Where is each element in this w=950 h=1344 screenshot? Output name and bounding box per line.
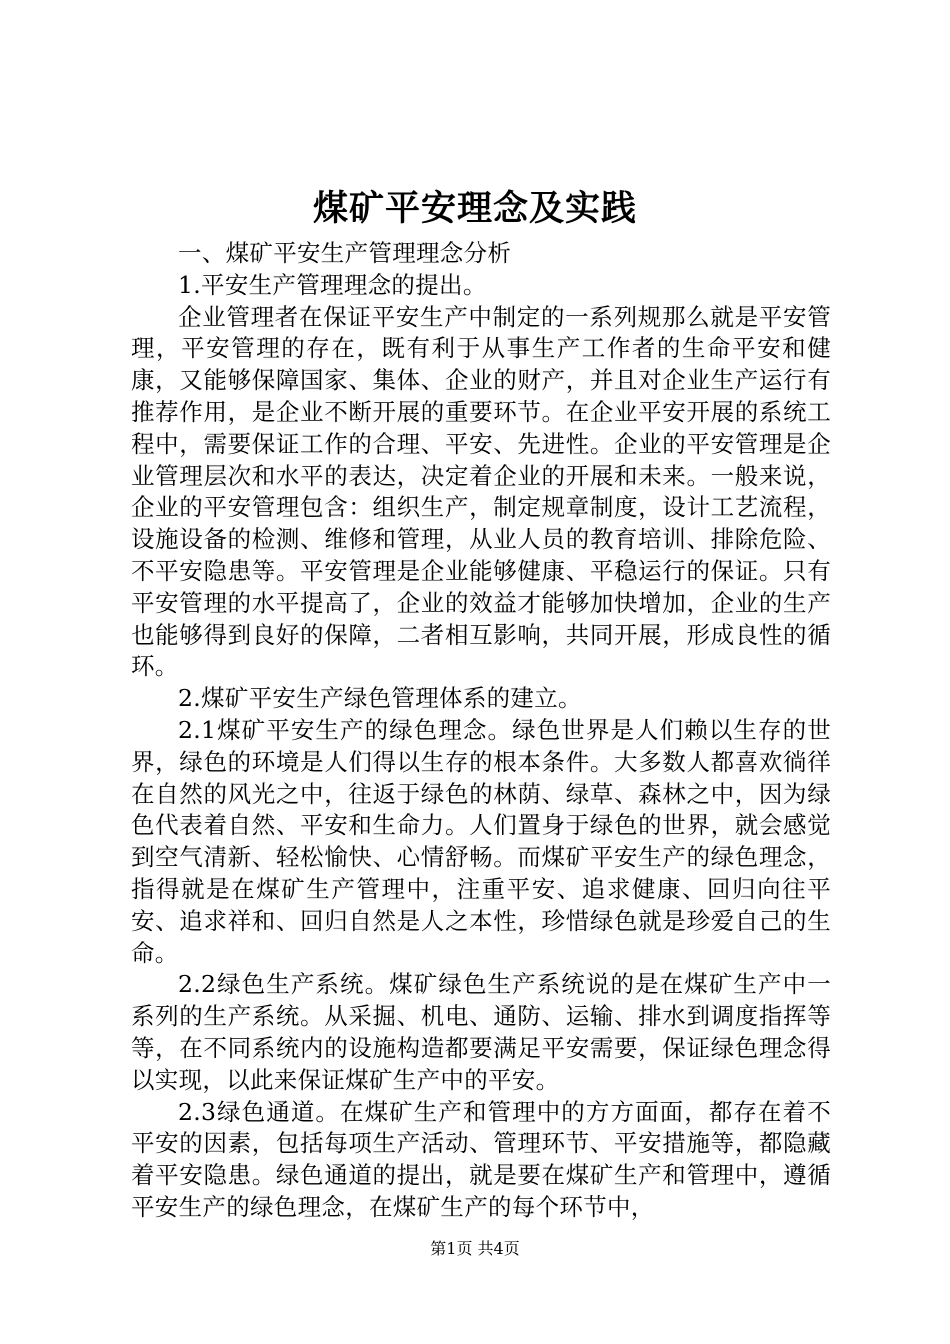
page-footer: 第1页 共4页 <box>430 1239 520 1258</box>
body-paragraph: 2.1煤矿平安生产的绿色理念。绿色世界是人们赖以生存的世界，绿色的环境是人们得以生存的根本条件。大多数人都喜欢徜徉在自然的风光之中，往返于绿色的林荫、绿草、森林之中，因为绿色代表着自然、平安和生命力。人们置身于绿色的世界，就会感觉到空气清新、轻松愉快、心情舒畅。而煤矿平安生产的绿色理念，指得就是在煤矿生产管理中，注重平安、追求健康、回归向往平安、追求祥和、回归自然是人之本性，珍惜绿色就是珍爱自己的生命。 <box>131 715 831 967</box>
section-heading: 一、煤矿平安生产管理理念分析 <box>178 239 512 267</box>
document-title: 煤矿平安理念及实践 <box>312 188 637 229</box>
body-paragraph: 企业管理者在保证平安生产中制定的一系列规那么就是平安管理，平安管理的存在，既有利于从事生产工作者的生命平安和健康，又能够保障国家、集体、企业的财产，并且对企业生产运行有推荐作用，是企业不断开展的重要环节。在企业平安开展的系统工程中，需要保证工作的合理、平安、先进性。企业的平安管理是企业管理层次和水平的表达，决定着企业的开展和未来。一般来说，企业的平安管理包含：组织生产，制定规章制度，设计工艺流程，设施设备的检测、维修和管理，从业人员的教育培训、排除危险、不平安隐患等。平安管理是企业能够健康、平稳运行的保证。只有平安管理的水平提高了，企业的效益才能够加快增加，企业的生产也能够得到良好的保障，二者相互影响，共同开展，形成良性的循环。 <box>131 302 831 681</box>
subsection-heading: 1.平安生产管理理念的提出。 <box>178 270 487 299</box>
document-body <box>131 238 831 1224</box>
body-paragraph: 2.3绿色通道。在煤矿生产和管理中的方方面面，都存在着不平安的因素，包括每项生产活动、管理环节、平安措施等，都隐藏着平安隐患。绿色通道的提出，就是要在煤矿生产和管理中，遵循平安生产的绿色理念，在煤矿生产的每个环节中， <box>131 1097 831 1221</box>
body-paragraph: 2.2绿色生产系统。煤矿绿色生产系统说的是在煤矿生产中一系列的生产系统。从采掘、机电、通防、运输、排水到调度指挥等等，在不同系统内的设施构造都要满足平安需要，保证绿色理念得以实现，以此来保证煤矿生产中的平安。 <box>131 970 831 1094</box>
subsection-heading: 2.煤矿平安生产绿色管理体系的建立。 <box>178 684 582 713</box>
